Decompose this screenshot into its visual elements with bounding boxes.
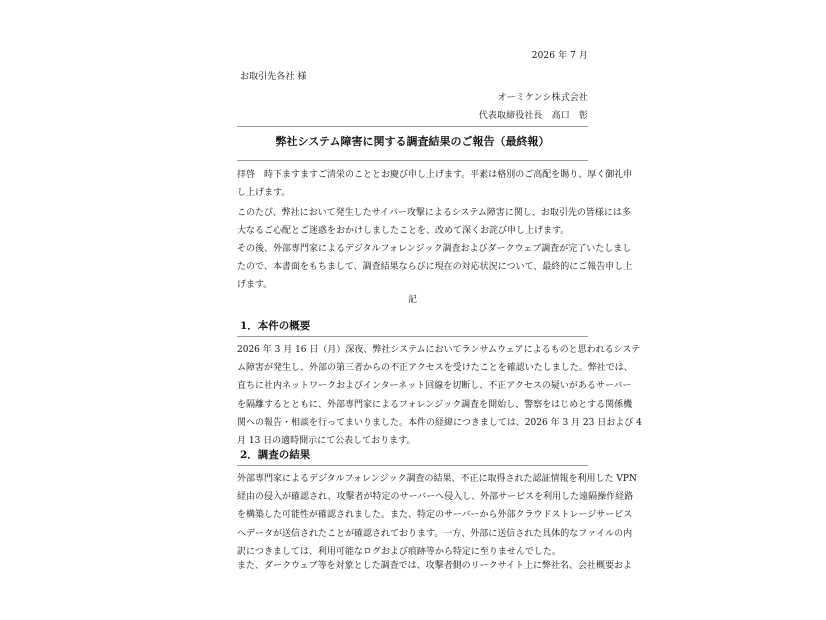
paragraph-line: げます。 <box>237 280 273 291</box>
paragraph-line: 訳につきましては、利用可能なログおよび痕跡等から特定に至りませんでした。 <box>237 546 561 557</box>
divider-section-2 <box>237 465 588 466</box>
paragraph-line: ム障害が発生し、外部の第三者からの不正アクセスを受けたことを確認いたしました。弊社では、 <box>237 363 633 374</box>
paragraph-line: 月 13 日の適時開示にて公表しております。 <box>237 436 416 447</box>
divider-section-1 <box>237 336 588 337</box>
paragraph-line: 経由の侵入が確認され、攻撃者が特定のサーバーへ侵入し、外部サービスを利用した遠隔操作経路 <box>237 492 634 503</box>
section-1-heading: 1．本件の概要 <box>240 320 311 332</box>
paragraph-line: 外部専門家によるデジタルフォレンジック調査の結果、不正に取得された認証情報を利用した VPN <box>237 474 637 484</box>
divider-title <box>237 160 588 161</box>
document-date: 2026 年 7 月 <box>531 51 588 61</box>
intro-paragraph-2 <box>237 204 631 240</box>
section-1-body <box>237 341 642 450</box>
paragraph-line: このたび、弊社において発生したサイバー攻撃によるシステム障害に関し、お取引先の皆様には多 <box>237 208 631 218</box>
paragraph-line: 直ちに社内ネットワークおよびインターネット回線を切断し、不正アクセスの疑いがあるサーバー <box>237 381 632 392</box>
ki-note: 記 <box>407 295 417 305</box>
recipient: お取引先各社 様 <box>240 72 307 82</box>
paragraph-line: 2026 年 3 月 16 日（月）深夜、弊社システムにおいてランサムウェアによるものと思われるシステ <box>237 345 641 355</box>
paragraph-line: を隔離するとともに、外部専門家によるフォレンジック調査を開始し、警察をはじめとする関係機 <box>237 399 633 410</box>
document-title: 弊社システム障害に関する調査結果のご報告（最終報） <box>275 135 550 148</box>
paragraph-line: 大なるご心配とご迷惑をおかけしましたことを、改めて深くお詫び申し上げます。 <box>237 226 570 237</box>
signatory: 代表取締役社長 高口 彰 <box>478 111 588 121</box>
paragraph-line: また、ダークウェブ等を対象とした調査では、攻撃者側のリークサイト上に弊社名、会社概要およ <box>237 561 633 571</box>
section-2-paragraph-1 <box>237 470 637 561</box>
paragraph-line: その後、外部専門家によるデジタルフォレンジック調査およびダークウェブ調査が完了いたしまし <box>237 244 632 254</box>
company-name: オーミケンシ株式会社 <box>497 93 588 103</box>
paragraph-line: し上げます。 <box>237 188 291 199</box>
divider-top <box>237 126 588 127</box>
intro-paragraph-3 <box>237 240 633 295</box>
paragraph-line: へデータが送信されたことが確認されております。一方、外部に送信された具体的なファイルの内 <box>237 528 633 539</box>
paragraph-line: を構築した可能性が確認されました。また、特定のサーバーから外部クラウドストレージサービス <box>237 510 633 521</box>
paragraph-line: 拝啓 時下ますますご清栄のこととお慶び申し上げます。平素は格別のご高配を賜り、厚く御礼申 <box>237 170 633 180</box>
section-2-heading: 2．調査の結果 <box>240 449 311 461</box>
paragraph-line: たので、本書面をもちまして、調査結果ならびに現在の対応状況について、最終的にご報告申し上 <box>237 262 633 273</box>
paragraph-line: 関への報告・相談を行ってまいりました。本件の経緯につきましては、2026 年 3 月 23 日および 4 <box>237 417 642 428</box>
section-2-paragraph-2 <box>237 557 633 575</box>
intro-paragraph-1 <box>237 166 633 202</box>
